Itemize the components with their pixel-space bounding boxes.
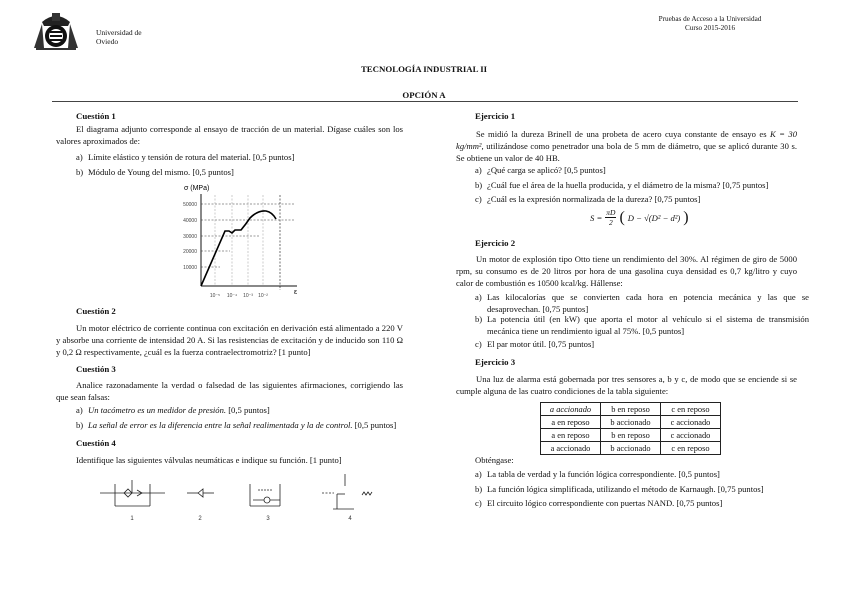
option-title: OPCIÓN A [402,90,446,100]
cuestion-1-title: Cuestión 1 [76,111,116,121]
y-tick-label: 10000 [183,265,197,271]
item-points: [0,5 puntos] [226,405,270,415]
ejercicio-2-text: Un motor de explosión tipo Otto tiene un rendimiento del 30%. Al régimen de giro de 5000 rpm, su consumo es de 20 litros por hora de una gasolina cuya densidad es 0,7 kg/litro y cuyo calor de combustión es 10500 kcal/kg. Hállense: [456,254,797,288]
cuestion-3-text: Analice razonadamente la verdad o falsedad de las siguientes afirmaciones, corrigiendo las que sean falsas: [56,380,403,402]
item-label: a) [475,292,482,302]
y-tick-label: 30000 [183,234,197,240]
formula-numerator: πD [606,208,616,217]
text: Se midió la dureza Brinell de una probeta de acero cuya constante de ensayo es [476,129,770,139]
item-label: c) [475,498,482,508]
cuestion-3-title: Cuestión 3 [76,364,116,374]
ejercicio-2-item-c [475,339,809,351]
item-label: a) [475,469,482,479]
university-logo [32,10,80,52]
ejercicio-3-item-a [475,469,809,481]
table-row [541,403,721,416]
conditions-table [540,402,721,455]
table-cell: b accionado [601,442,661,455]
ejercicio-2-title: Ejercicio 2 [475,238,516,248]
formula-denominator: 2 [608,218,613,227]
x-tick-label: 10⁻⁵ [209,293,221,299]
item-text: ¿Cuál fue el área de la huella producida, y el diámetro de la misma? [0,75 puntos] [487,180,769,190]
exam-year: Curso 2015-2016 [684,24,736,32]
valve-3-icon [250,484,280,506]
item-label: c) [475,194,482,204]
ejercicio-1-item-c [475,194,809,206]
table-cell: b en reposo [601,403,661,416]
ejercicio-3-item-b [475,484,809,496]
item-label: b) [475,180,483,190]
valve-label: 2 [198,516,202,522]
table-cell: a accionado [541,403,601,416]
item-label: c) [475,339,482,349]
item-label: b) [475,484,483,494]
ejercicio-2-item-a [475,292,809,316]
valve-symbols [90,470,390,530]
item-label: b) [76,420,84,430]
valve-1-icon [100,480,165,506]
cuestion-4-title: Cuestión 4 [76,438,116,448]
item-statement: La señal de error es la diferencia entre la señal realimentada y la de control. [88,420,353,430]
formula-body: D − √(D² − d²) [627,212,681,223]
item-text: La potencia útil (en kW) que aporta el motor al vehículo si el sistema de transmisión mecánica tiene un rendimiento igual al 75%. [0,5 puntos] [487,314,809,336]
ejercicio-3-title: Ejercicio 3 [475,357,516,367]
ejercicio-1-item-b [475,180,809,192]
cuestion-4-text: Identifique las siguientes válvulas neumáticas e indique su función. [1 punto] [76,455,342,465]
table-cell: b en reposo [601,429,661,442]
item-statement: Un tacómetro es un medidor de presión. [88,405,227,415]
stress-strain-curve [201,211,276,286]
constant-k: K = 30 kg/mm² [456,129,798,151]
exam-info [630,15,790,33]
valve-label: 3 [266,516,270,522]
cuestion-1-item-b [76,167,415,179]
item-text: ¿Cuál es la expresión normalizada de la dureza? [0,75 puntos] [487,194,701,204]
ejercicio-1-text [456,129,797,164]
chart-ylabel: σ (MPa) [184,185,210,192]
table-cell: c accionado [661,416,721,429]
ejercicio-3-text: Una luz de alarma está gobernada por tres sensores a, b y c, de modo que se enciende si se cumple alguna de las cuatro condiciones de la tabla siguiente: [456,374,797,396]
table-row [541,416,721,429]
ejercicio-3-item-c [475,498,809,510]
valve-4-icon [322,474,372,509]
ejercicio-1-item-a [475,165,809,177]
item-label: a) [76,405,83,415]
page-title: TECNOLOGÍA INDUSTRIAL II [360,64,488,74]
obtengase-label: Obténgase: [475,455,514,465]
cuestion-1-text: El diagrama adjunto corresponde al ensayo de tracción de un material. Dígase cuáles son los valores aproximados de: [56,124,403,146]
valve-2-icon [187,489,214,497]
header-divider [52,101,798,102]
item-text: Módulo de Young del mismo. [0,5 puntos] [88,167,234,177]
stress-strain-chart [170,180,310,305]
x-tick-label: 10⁻² [258,293,268,299]
x-tick-label: 10⁻⁴ [226,293,238,299]
cuestion-2-title: Cuestión 2 [76,306,116,316]
formula-fraction [605,208,616,227]
item-label: b) [475,314,483,324]
table-row [541,442,721,455]
table-cell: c en reposo [661,403,721,416]
item-points: [0,5 puntos] [352,420,397,430]
valve-label: 4 [348,516,352,522]
ejercicio-2-item-b [475,314,809,338]
table-cell: a accionado [541,442,601,455]
item-text: Límite elástico y tensión de rotura del material. [0,5 puntos] [88,152,295,162]
item-label: b) [76,167,84,177]
y-tick-label: 20000 [183,249,197,255]
table-cell: c accionado [661,429,721,442]
university-name-line: Oviedo [96,37,119,46]
text: , utilizándose como penetrador una bola de 5 mm de diámetro, que se aplicó durante 30 s. Se obtiene un valor de 40 HB. [456,140,797,163]
university-name-line: Universidad de [96,28,142,37]
cuestion-3-item-b [76,420,428,432]
brinell-formula: S = $\frac{\pi D}{2}$ ( D − √(D² − d²) ) [590,208,689,227]
chart-xlabel: ε [294,289,298,296]
item-text: El circuito lógico correspondiente con puertas NAND. [0,75 puntos] [487,498,723,508]
table-cell: b accionado [601,416,661,429]
x-tick-label: 10⁻³ [243,293,253,299]
table-cell: a en reposo [541,429,601,442]
exam-name: Pruebas de Acceso a la Universidad [658,15,762,23]
cuestion-2-text: Un motor eléctrico de corriente continua con excitación en derivación está alimentado a 220 V y absorbe una corriente de intensidad 20 A. Si las resistencias de excitación y de inducido son 110 Ω y 0,2 Ω respectivamente, ¿cuál es la fuerza contraelectromotriz? [1 punto] [56,323,403,357]
university-name [96,28,142,46]
cuestion-1-item-a [76,152,415,164]
item-text: La tabla de verdad y la función lógica correspondiente. [0,5 puntos] [487,469,720,479]
item-text: Las kilocalorías que se convierten cada hora en potencia mecánica y las que se desaprovechan. [0,75 puntos] [487,292,809,314]
y-tick-label: 40000 [183,218,197,224]
table-cell: a en reposo [541,416,601,429]
item-label: a) [76,152,83,162]
item-text: El par motor útil. [0,75 puntos] [487,339,595,349]
gridlines [201,195,295,290]
item-label: a) [475,165,482,175]
ejercicio-1-title: Ejercicio 1 [475,111,516,121]
formula-lhs: S = [590,212,603,223]
y-tick-label: 50000 [183,202,197,208]
valve-label: 1 [130,516,134,522]
item-text: La función lógica simplificada, utilizando el método de Karnaugh. [0,75 puntos] [487,484,764,494]
item-text: ¿Qué carga se aplicó? [0,5 puntos] [487,165,606,175]
table-cell: c en reposo [661,442,721,455]
cuestion-3-item-a [76,405,418,417]
table-row [541,429,721,442]
